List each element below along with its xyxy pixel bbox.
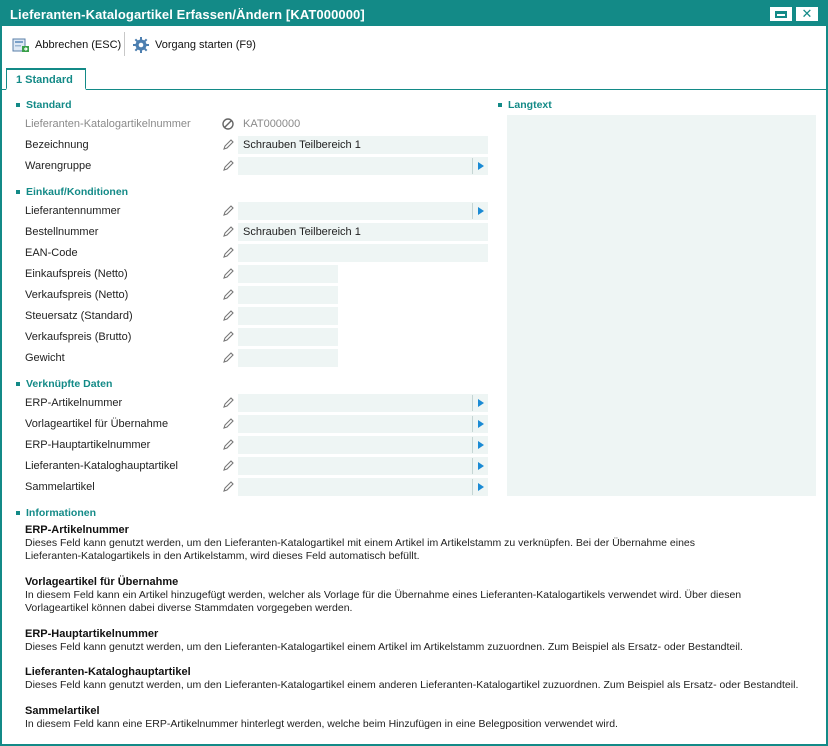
tab-standard[interactable]: 1 Standard — [6, 68, 86, 90]
field-row-ean-code — [2, 244, 502, 262]
pencil-icon — [221, 351, 235, 365]
gear-icon — [132, 36, 150, 54]
info-title: ERP-Artikelnummer — [25, 524, 129, 536]
play-arrow-icon — [477, 461, 485, 471]
play-arrow-icon — [477, 206, 485, 216]
info-title: Vorlageartikel für Übernahme — [25, 576, 179, 588]
field-label: Einkaufspreis (Netto) — [25, 268, 128, 280]
cancel-document-icon — [12, 37, 30, 53]
close-icon: ✕ — [801, 6, 813, 21]
field-label: Sammelartikel — [25, 481, 95, 493]
katalogartikelnummer-field: KAT000000 — [238, 115, 488, 133]
field-label: Verkaufspreis (Netto) — [25, 289, 129, 301]
bezeichnung-input[interactable]: Schrauben Teilbereich 1 — [238, 136, 488, 154]
disabled-icon — [221, 117, 235, 131]
field-label: ERP-Hauptartikelnummer — [25, 439, 151, 451]
section-einkauf: Einkauf/Konditionen — [16, 186, 128, 198]
lookup-button[interactable] — [472, 437, 488, 453]
vorlageartikel-input[interactable] — [238, 415, 488, 433]
play-arrow-icon — [477, 482, 485, 492]
close-button[interactable] — [796, 7, 818, 21]
start-process-label: Vorgang starten (F9) — [155, 39, 256, 51]
info-line: Dieses Feld kann genutzt werden, um den Lieferanten-Katalogartikel einem Artikel im Artikelstamm zuzuordnen. Zum Beispiel als Ersatz- oder Bestandteil. — [25, 641, 743, 653]
pencil-icon — [221, 480, 235, 494]
lookup-button[interactable] — [472, 416, 488, 432]
field-row-erp-artikelnummer — [2, 394, 502, 412]
field-label: EAN-Code — [25, 247, 78, 259]
info-title: Lieferanten-Kataloghauptartikel — [25, 666, 191, 678]
info-text — [25, 718, 815, 731]
info-text — [25, 537, 815, 563]
info-line: Dieses Feld kann genutzt werden, um den Lieferanten-Katalogartikel mit einem Artikel im Artikelstamm zu verknüpfen. Bei der Übernahme eines — [25, 537, 695, 549]
field-row-einkaufspreis-netto — [2, 265, 502, 283]
play-arrow-icon — [477, 419, 485, 429]
field-row-warengruppe — [2, 157, 502, 175]
section-langtext: Langtext — [498, 99, 552, 111]
toolbar-separator — [124, 32, 125, 56]
toolbar — [2, 26, 826, 64]
section-standard: Standard — [16, 99, 72, 111]
einkaufspreis-netto-input[interactable] — [238, 265, 338, 283]
pencil-icon — [221, 396, 235, 410]
info-title: Sammelartikel — [25, 705, 100, 717]
field-row-kataloghauptartikel — [2, 457, 502, 475]
tab-strip — [2, 68, 826, 90]
section-informationen: Informationen — [16, 507, 96, 519]
info-line: In diesem Feld kann ein Artikel hinzugefügt werden, welcher als Vorlage für die Übernahme eines Lieferanten-Katalogartikels verwendet wird. Über diesen — [25, 589, 742, 601]
cancel-button-label: Abbrechen (ESC) — [35, 39, 122, 51]
maximize-button[interactable] — [770, 7, 792, 21]
maximize-icon — [775, 11, 787, 18]
field-row-katalogartikelnummer — [2, 115, 502, 133]
field-label: Gewicht — [25, 352, 65, 364]
pencil-icon — [221, 159, 235, 173]
info-line: Vorlageartikel können dabei diverse Stammdaten vorgegeben werden. — [25, 602, 353, 614]
erp-hauptartikelnummer-input[interactable] — [238, 436, 488, 454]
start-process-button[interactable] — [132, 34, 256, 56]
pencil-icon — [221, 246, 235, 260]
ean-code-input[interactable] — [238, 244, 488, 262]
field-row-bestellnummer — [2, 223, 502, 241]
pencil-icon — [221, 267, 235, 281]
play-arrow-icon — [477, 161, 485, 171]
pencil-icon — [221, 330, 235, 344]
cancel-button[interactable] — [12, 34, 121, 56]
field-label: Lieferanten-Katalogartikelnummer — [25, 118, 191, 130]
info-title: ERP-Hauptartikelnummer — [25, 628, 159, 640]
field-row-bezeichnung — [2, 136, 502, 154]
info-text — [25, 641, 815, 654]
field-row-erp-hauptartikelnummer — [2, 436, 502, 454]
pencil-icon — [221, 438, 235, 452]
field-label: Bezeichnung — [25, 139, 89, 151]
info-text — [25, 679, 815, 692]
section-verknuepfte-daten: Verknüpfte Daten — [16, 378, 112, 390]
lookup-button[interactable] — [472, 479, 488, 495]
pencil-icon — [221, 138, 235, 152]
langtext-textarea[interactable] — [507, 115, 816, 496]
pencil-icon — [221, 459, 235, 473]
sammelartikel-input[interactable] — [238, 478, 488, 496]
lieferantennummer-input[interactable] — [238, 202, 488, 220]
lookup-button[interactable] — [472, 458, 488, 474]
play-arrow-icon — [477, 398, 485, 408]
field-row-verkaufspreis-netto — [2, 286, 502, 304]
field-label: Lieferanten-Kataloghauptartikel — [25, 460, 178, 472]
pencil-icon — [221, 309, 235, 323]
info-line: Dieses Feld kann genutzt werden, um den Lieferanten-Katalogartikel einem anderen Lieferanten-Katalogartikel zuzuordnen. Zum Beispiel als Ersatz- oder Bestandteil. — [25, 679, 799, 691]
field-label: ERP-Artikelnummer — [25, 397, 123, 409]
pencil-icon — [221, 204, 235, 218]
verkaufspreis-brutto-input[interactable] — [238, 328, 338, 346]
info-line: In diesem Feld kann eine ERP-Artikelnummer hinterlegt werden, welche beim Hinzufügen in eine Belegposition verwendet wird. — [25, 718, 618, 730]
kataloghauptartikel-input[interactable] — [238, 457, 488, 475]
pencil-icon — [221, 417, 235, 431]
window-title: Lieferanten-Katalogartikel Erfassen/Ändern [KAT000000] — [10, 7, 365, 22]
lookup-button[interactable] — [472, 203, 488, 219]
erp-artikelnummer-input[interactable] — [238, 394, 488, 412]
field-row-gewicht — [2, 349, 502, 367]
info-text — [25, 589, 815, 615]
info-line: Lieferanten-Katalogartikels in den Artikelstamm, wird dieses Feld automatisch befüllt. — [25, 550, 420, 562]
gewicht-input[interactable] — [238, 349, 338, 367]
lookup-button[interactable] — [472, 158, 488, 174]
bestellnummer-input[interactable]: Schrauben Teilbereich 1 — [238, 223, 488, 241]
field-row-verkaufspreis-brutto — [2, 328, 502, 346]
field-label: Warengruppe — [25, 160, 92, 172]
steuersatz-input[interactable] — [238, 307, 338, 325]
warengruppe-input[interactable] — [238, 157, 488, 175]
field-row-vorlageartikel — [2, 415, 502, 433]
field-row-lieferantennummer — [2, 202, 502, 220]
pencil-icon — [221, 288, 235, 302]
pencil-icon — [221, 225, 235, 239]
verkaufspreis-netto-input[interactable] — [238, 286, 338, 304]
field-label: Vorlageartikel für Übernahme — [25, 418, 169, 430]
lookup-button[interactable] — [472, 395, 488, 411]
field-row-steuersatz — [2, 307, 502, 325]
field-label: Verkaufspreis (Brutto) — [25, 331, 132, 343]
field-row-sammelartikel — [2, 478, 502, 496]
field-label: Lieferantennummer — [25, 205, 121, 217]
field-label: Bestellnummer — [25, 226, 99, 238]
title-bar[interactable] — [2, 2, 826, 26]
play-arrow-icon — [477, 440, 485, 450]
field-label: Steuersatz (Standard) — [25, 310, 133, 322]
